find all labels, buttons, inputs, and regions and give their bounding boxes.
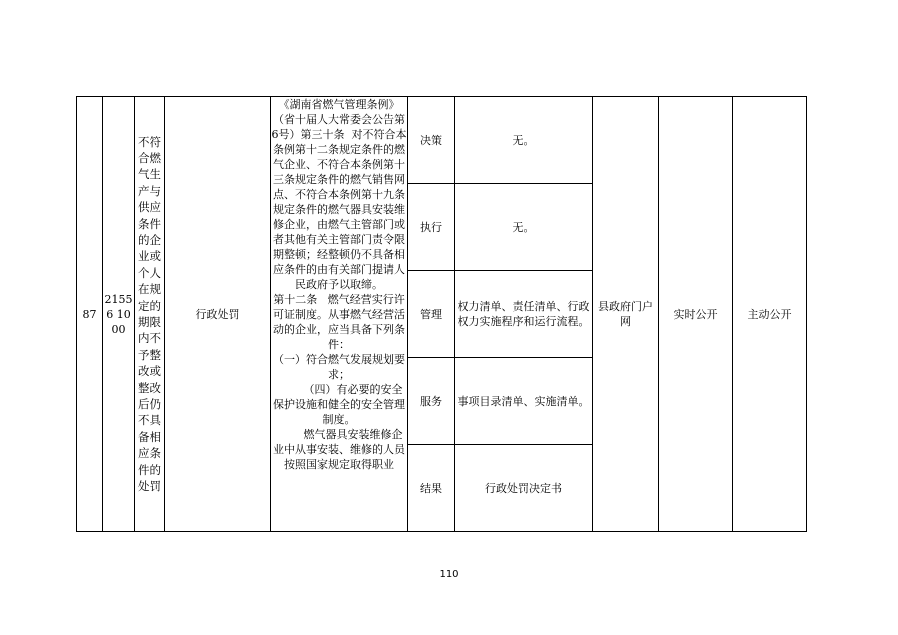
disclosure-mode: 主动公开 xyxy=(733,97,807,532)
basis-paragraph: 第十二条 燃气经营实行许可证制度。从事燃气经营活动的企业，应当具备下列条件： xyxy=(273,293,405,351)
item-code: 21556 1000 xyxy=(103,97,135,532)
stage-content: 无。 xyxy=(455,184,593,271)
stage-content: 事项目录清单、实施清单。 xyxy=(455,358,593,445)
stage-name: 执行 xyxy=(408,184,455,271)
stage-content: 行政处罚决定书 xyxy=(455,445,593,532)
disclosure-channel: 县政府门户网 xyxy=(593,97,659,532)
page-number: 110 xyxy=(439,569,459,580)
stage-content: 权力清单、责任清单、行政权力实施程序和运行流程。 xyxy=(455,271,593,358)
item-category: 行政处罚 xyxy=(165,97,271,532)
item-name: 不符合燃气生产与供应条件的企业或个人在规定的期限内不予整改或整改后仍不具备相应条件的处罚 xyxy=(135,97,165,532)
basis-paragraph: 《湖南省燃气管理条例》（省十届人大常委会公告第6号）第三十条 对不符合本条例第十二条规定条件的燃气企业、不符合本条例第十三条规定条件的燃气销售网点、不符合本条例第十九条规定条件的燃气器具安装维修企业，由燃气主管部门或者其他有关主管部门责令限期整顿；经整顿仍不具备相应条件的由有关部门提请人民政府予以取缔。 xyxy=(271,98,407,291)
basis-paragraph: 燃气器具安装维修企业中从事安装、维修的人员按照国家规定取得职业 xyxy=(273,428,405,471)
basis-paragraph: （一）符合燃气发展规划要求； xyxy=(273,353,405,381)
disclosure-timing: 实时公开 xyxy=(659,97,733,532)
row-number: 87 xyxy=(77,97,103,532)
disclosure-table xyxy=(76,96,807,532)
stage-content: 无。 xyxy=(455,97,593,184)
stage-name: 决策 xyxy=(408,97,455,184)
basis-paragraph: （四）有必要的安全保护设施和健全的安全管理制度。 xyxy=(273,383,405,426)
legal-basis xyxy=(271,97,408,532)
stage-name: 管理 xyxy=(408,271,455,358)
stage-name: 结果 xyxy=(408,445,455,532)
stage-name: 服务 xyxy=(408,358,455,445)
